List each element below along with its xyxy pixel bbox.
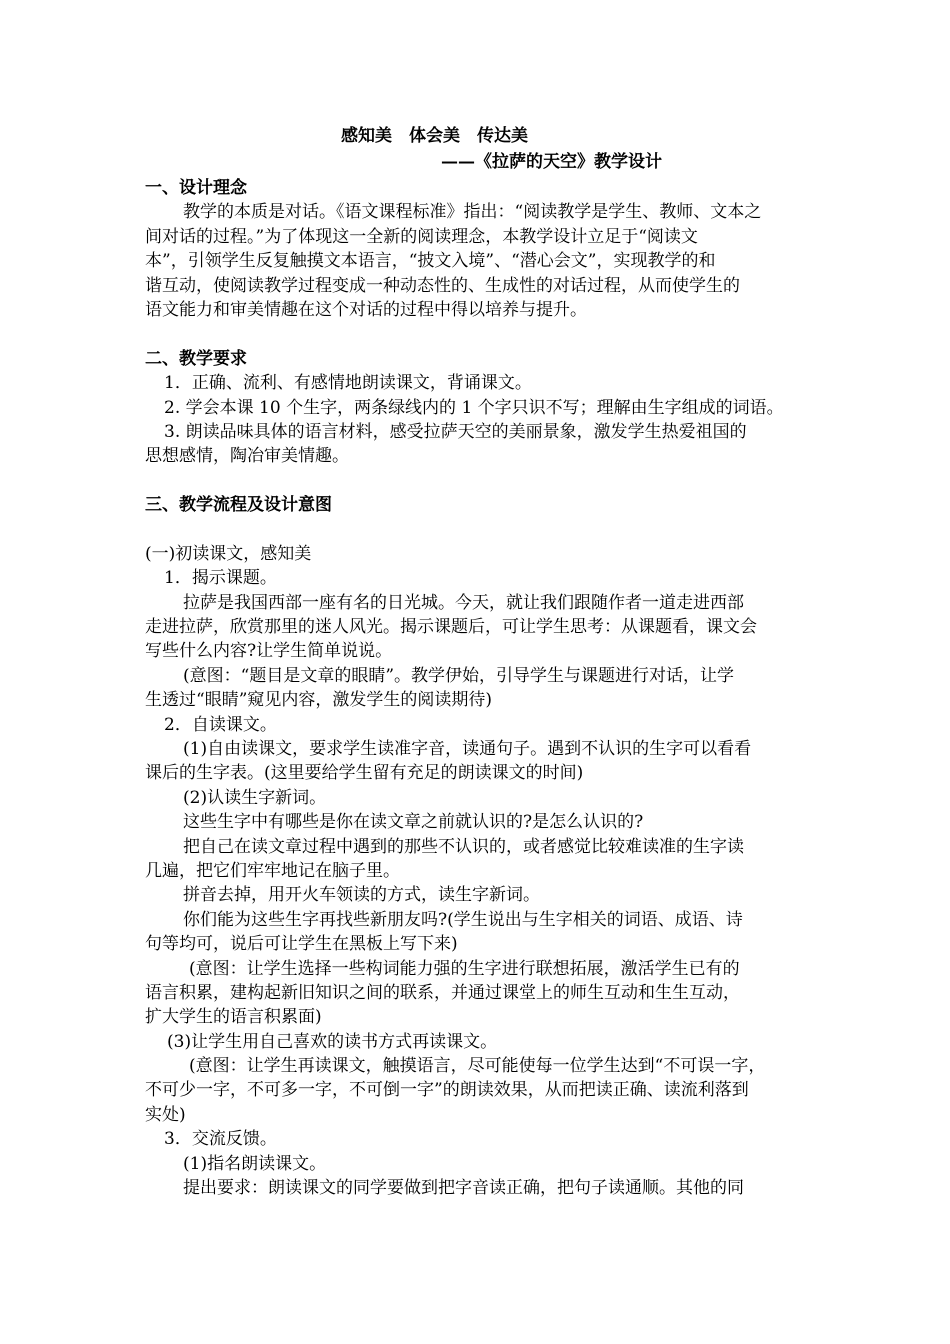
paragraph-line: 间对话的过程。”为了体现这一全新的阅读理念，本教学设计立足于“阅读文 bbox=[145, 226, 698, 247]
paragraph-line: 本”，引领学生反复触摸文本语言，“披文入境”、“潜心会文”，实现教学的和 bbox=[145, 251, 716, 272]
spacer bbox=[145, 469, 813, 493]
paragraph-line: 扩大学生的语言积累面) bbox=[145, 1007, 322, 1028]
paragraph-line: 提出要求：朗读课文的同学要做到把字音读正确，把句子读通顺。其他的同 bbox=[183, 1178, 744, 1199]
paragraph-line: 教学的本质是对话。《语文课程标准》指出：“阅读教学是学生、教师、文本之 bbox=[183, 202, 762, 223]
paragraph-line: 写些什么内容?让学生简单说说。 bbox=[145, 641, 393, 662]
list-item: 1．正确、流利、有感情地朗读课文，背诵课文。 bbox=[164, 373, 532, 394]
section-heading-teaching-requirements: 二、教学要求 bbox=[145, 348, 247, 369]
paragraph-line: 思想感情，陶冶审美情趣。 bbox=[145, 446, 349, 467]
step-heading: 2．自读课文。 bbox=[164, 714, 277, 735]
subsection-heading: (一)初读课文，感知美 bbox=[145, 543, 312, 564]
section-heading-design-concept: 一、设计理念 bbox=[145, 178, 247, 198]
document-subtitle: ——《拉萨的天空》教学设计 bbox=[441, 152, 662, 172]
document-body bbox=[145, 124, 813, 1200]
paragraph-line: 语言积累，建构起新旧知识之间的联系，并通过课堂上的师生互动和生生互动， bbox=[145, 982, 740, 1003]
paragraph-line: 走进拉萨，欣赏那里的迷人风光。揭示课题后，可让学生思考：从课题看，课文会 bbox=[145, 617, 757, 638]
paragraph-line: 课后的生字表。(这里要给学生留有充足的朗读课文的时间) bbox=[145, 763, 584, 784]
paragraph-line: 语文能力和审美情趣在这个对话的过程中得以培养与提升。 bbox=[145, 299, 587, 320]
step-heading: 3．交流反馈。 bbox=[164, 1129, 277, 1150]
list-item: 3. 朗读品味具体的语言材料，感受拉萨天空的美丽景象，激发学生热爱祖国的 bbox=[164, 421, 747, 442]
paragraph-line: 拉萨是我国西部一座有名的日光城。今天，就让我们跟随作者一道走进西部 bbox=[183, 592, 744, 613]
paragraph-line: (2)认读生字新词。 bbox=[183, 787, 327, 808]
paragraph-line: 这些生字中有哪些是你在读文章之前就认识的?是怎么认识的? bbox=[183, 812, 644, 833]
section-heading-teaching-process: 三、教学流程及设计意图 bbox=[145, 495, 332, 516]
paragraph-line: 谐互动，使阅读教学过程变成一种动态性的、生成性的对话过程，从而使学生的 bbox=[145, 275, 740, 296]
paragraph-line: (意图：让学生选择一些构词能力强的生字进行联想拓展，激活学生已有的 bbox=[189, 958, 740, 979]
paragraph-line: (意图：“题目是文章的眼睛”。教学伊始，引导学生与课题进行对话，让学 bbox=[183, 665, 735, 686]
paragraph-line: (意图：让学生再读课文，触摸语言，尽可能使每一位学生达到“不可误一字， bbox=[189, 1056, 766, 1077]
paragraph-line: 几遍，把它们牢牢地记在脑子里。 bbox=[145, 860, 400, 881]
paragraph-line: (1)指名朗读课文。 bbox=[183, 1153, 327, 1174]
paragraph-line: 实处) bbox=[145, 1104, 186, 1125]
paragraph-line: (1)自由读课文，要求学生读准字音，读通句子。遇到不认识的生字可以看看 bbox=[183, 738, 752, 759]
document-title: 感知美 体会美 传达美 bbox=[341, 126, 528, 146]
spacer bbox=[145, 322, 813, 346]
paragraph-line: 拼音去掉，用开火车领读的方式，读生字新词。 bbox=[183, 885, 540, 906]
paragraph-line: 不可少一字，不可多一字，不可倒一字”的朗读效果，从而把读正确、读流利落到 bbox=[145, 1080, 749, 1101]
list-item: 2. 学会本课 10 个生字，两条绿线内的 1 个字只识不写；理解由生字组成的词语。 bbox=[164, 397, 784, 418]
paragraph-line: 把自己在读文章过程中遇到的那些不认识的，或者感觉比较难读准的生字读 bbox=[183, 836, 744, 857]
spacer bbox=[145, 517, 813, 541]
paragraph-line: 生透过“眼睛”窥见内容，激发学生的阅读期待) bbox=[145, 690, 493, 711]
paragraph-line: 你们能为这些生字再找些新朋友吗?(学生说出与生字相关的词语、成语、诗 bbox=[183, 909, 743, 930]
step-heading: 1．揭示课题。 bbox=[164, 568, 277, 589]
paragraph-line: (3)让学生用自己喜欢的读书方式再读课文。 bbox=[167, 1031, 498, 1052]
paragraph-line: 句等均可，说后可让学生在黑板上写下来) bbox=[145, 934, 458, 955]
